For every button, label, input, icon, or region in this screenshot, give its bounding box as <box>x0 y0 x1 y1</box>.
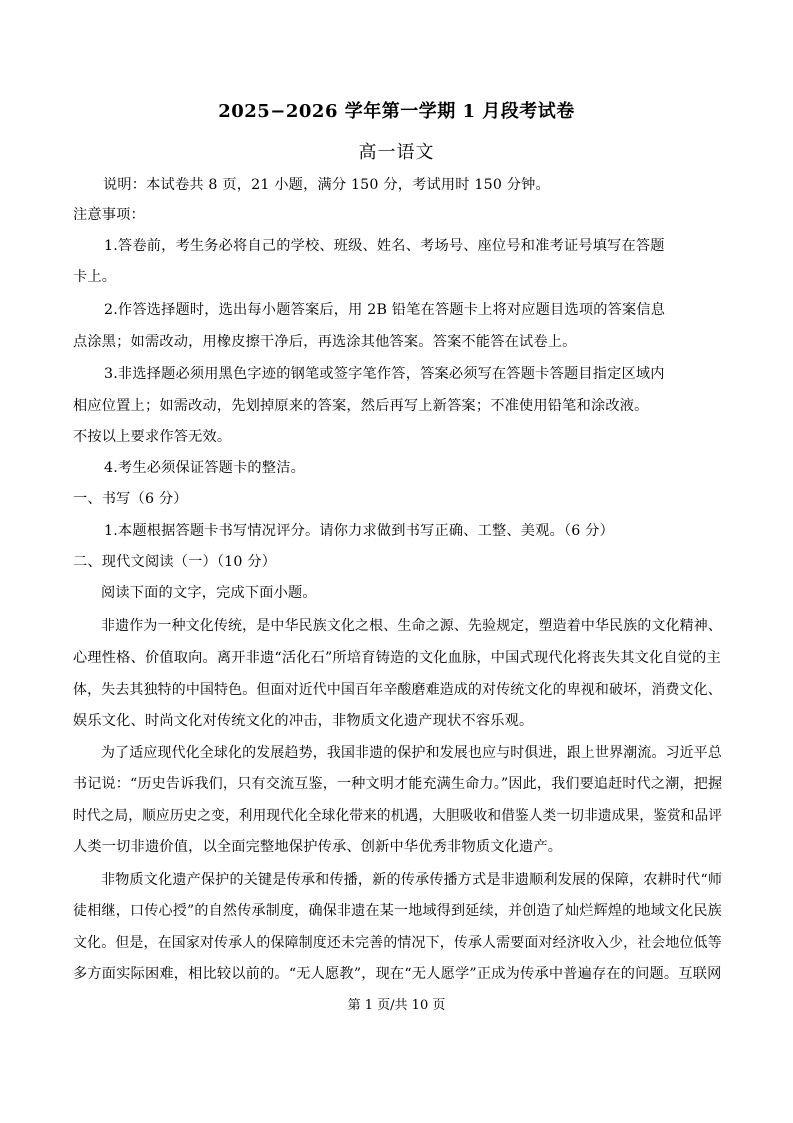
passage-p1-line-4: 娱乐文化、时尚文化对传统文化的冲击，非物质文化遗产现状不容乐观。 <box>73 713 534 729</box>
passage-p2-line-2: 书记说：“历史告诉我们，只有交流互鉴，一种文明才能充满生命力。”因此，我们要追赶时代之潮，把握 <box>73 776 723 792</box>
notes-heading: 注意事项： <box>73 207 145 223</box>
passage-p2-line-4: 人类一切非遗价值，以全面完整地保护传承、创新中华优秀非物质文化遗产。 <box>73 839 563 855</box>
passage-p1-line-1: 非遗作为一种文化传统，是中华民族文化之根、生命之源、先验规定，塑造着中华民族的文化精神、 <box>101 618 723 634</box>
note-3-line-2: 相应位置上；如需改动，先划掉原来的答案，然后再写上新答案；不准使用铅笔和涂改液。 <box>73 398 649 414</box>
page-number: 第 1 页/共 10 页 <box>347 998 446 1013</box>
passage-p3-line-3: 文化。但是，在国家对传承人的保障制度还未完善的情况下，传承人需要面对经济收入少，社会地位低等 <box>73 935 722 951</box>
exam-subject: 高一语文 <box>358 142 435 163</box>
passage-p3-line-2: 徒相继，口传心授”的自然传承制度，确保非遗在某一地域得到延续，并创造了灿烂辉煌的地域文化民族 <box>73 903 722 919</box>
note-1-line-2: 卡上。 <box>73 269 117 285</box>
note-2-line-2: 点涂黑；如需改动，用橡皮擦干净后，再选涂其他答案。答案不能答在试卷上。 <box>73 334 577 350</box>
passage-p2-line-1: 为了适应现代化全球化的发展趋势，我国非遗的保护和发展也应与时俱进，跟上世界潮流。习近平总 <box>101 745 723 761</box>
note-4-line-1: 4.考生必须保证答题卡的整洁。 <box>104 460 305 476</box>
section-2-heading: 二、现代文阅读（一）（10 分） <box>73 554 277 570</box>
note-1-line-1: 1.答卷前，考生务必将自己的学校、班级、姓名、考场号、座位号和准考证号填写在答题 <box>104 238 665 254</box>
note-3-line-3: 不按以上要求作答无效。 <box>73 429 232 445</box>
section-1-heading: 一、书写（6 分） <box>73 491 188 507</box>
exam-instructions: 说明：本试卷共 8 页，21 小题，满分 150 分，考试用时 150 分钟。 <box>103 177 550 193</box>
section-1-question: 1.本题根据答题卡书写情况评分。请你力求做到书写正确、工整、美观。（6 分） <box>104 523 614 539</box>
section-2-prompt: 阅读下面的文字，完成下面小题。 <box>101 585 317 601</box>
passage-p3-line-4: 多方面实际困难，相比较以前的。“无人愿教”，现在“无人愿学”正成为传承中普遍存在的问题。互联网 <box>73 966 722 982</box>
exam-title: 2025−2026 学年第一学期 1 月段考试卷 <box>218 101 575 122</box>
passage-p1-line-3: 体，失去其独特的中国特色。但面对近代中国百年辛酸磨难造成的对传统文化的卑视和破坏，消费文化、 <box>73 682 722 698</box>
passage-p3-line-1: 非物质文化遗产保护的关键是传承和传播，新的传承传播方式是非遗顺利发展的保障，农耕时代“师 <box>101 872 723 888</box>
note-3-line-1: 3.非选择题必须用黑色字迹的钢笔或签字笔作答，答案必须写在答题卡答题目指定区域内 <box>104 366 665 382</box>
note-2-line-1: 2.作答选择题时，选出每小题答案后，用 2B 铅笔在答题卡上将对应题目选项的答案信息 <box>104 302 666 318</box>
passage-p2-line-3: 时代之局，顺应历史之变，利用现代化全球化带来的机遇，大胆吸收和借鉴人类一切非遗成果，鉴赏和品评 <box>73 808 723 824</box>
passage-p1-line-2: 心理性格、价值取向。离开非遗“活化石”所培育铸造的文化血脉，中国式现代化将丧失其文化自觉的主 <box>73 650 721 666</box>
